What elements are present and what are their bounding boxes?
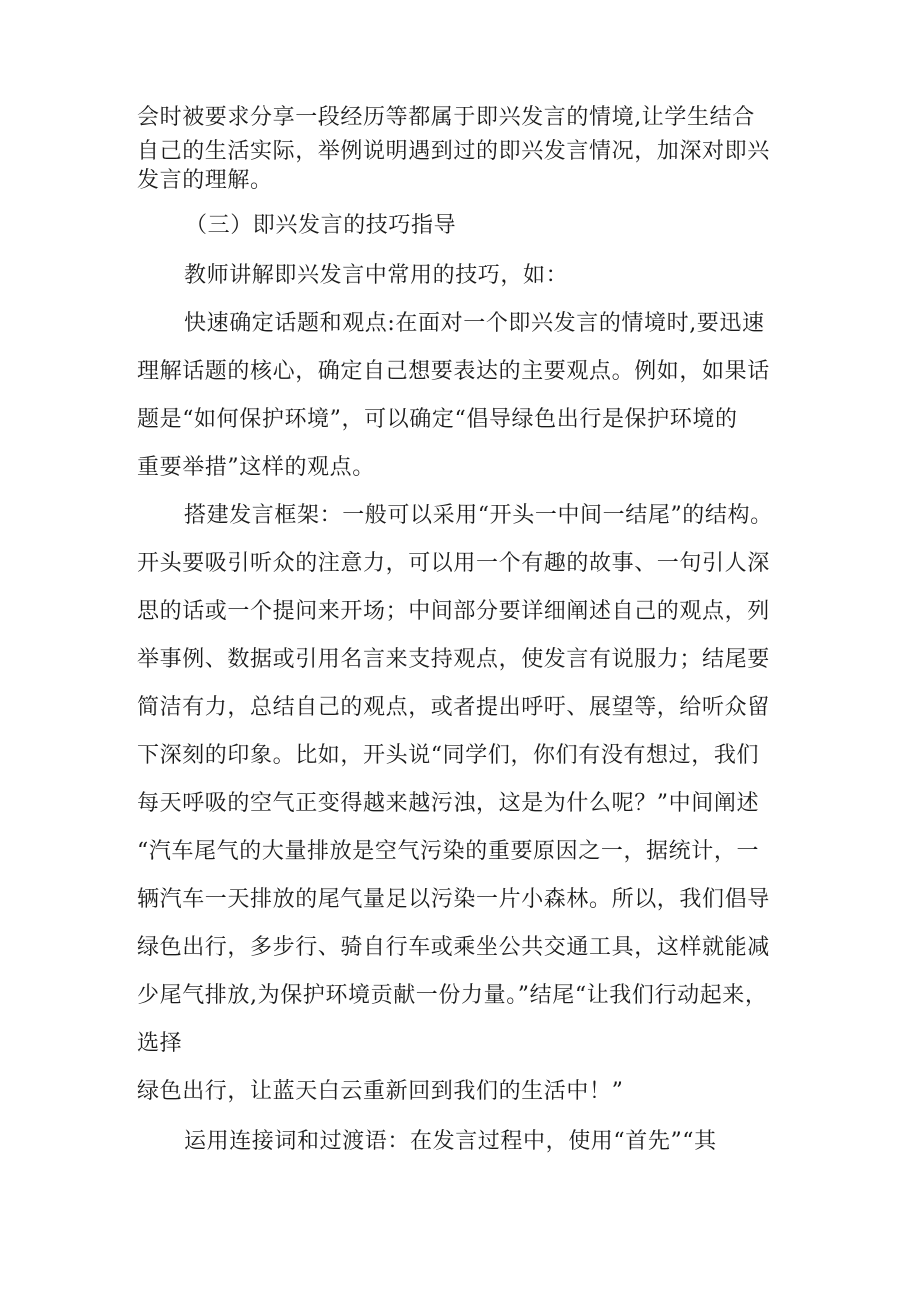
paragraph-line: 绿色出行，让蓝天白云重新回到我们的生活中！” — [137, 1079, 624, 1104]
paragraph-line: 快速确定话题和观点:在面对一个即兴发言的情境时,要迅速 — [184, 311, 765, 336]
paragraph-line: 开头要吸引听众的注意力，可以用一个有趣的故事、一句引人深 — [137, 551, 770, 576]
paragraph-line: 理解话题的核心，确定自己想要表达的主要观点。例如，如果话 — [137, 359, 770, 384]
paragraph-line: “汽车尾气的大量排放是空气污染的重要原因之一，据统计，一 — [137, 839, 760, 864]
paragraph-line: 思的话或一个提问来开场；中间部分要详细阐述自己的观点，列 — [137, 599, 770, 624]
paragraph-line: 少尾气排放,为保护环境贡献一份力量。”结尾“让我们行动起来， — [137, 983, 768, 1008]
paragraph-line: 自己的生活实际，举例说明遇到过的即兴发言情况，加深对即兴 — [137, 139, 770, 164]
paragraph-line: 绿色出行，多步行、骑自行车或乘坐公共交通工具，这样就能减 — [137, 935, 770, 960]
paragraph-line: 每天呼吸的空气正变得越来越污浊，这是为什么呢？”中间阐述 — [137, 791, 760, 816]
paragraph-line: 会时被要求分享一段经历等都属于即兴发言的情境,让学生结合 — [137, 105, 755, 130]
paragraph-line: 选择 — [137, 1031, 183, 1056]
paragraph-line: 重要举措”这样的观点。 — [137, 455, 375, 480]
paragraph-line: 举事例、数据或引用名言来支持观点，使发言有说服力；结尾要 — [137, 647, 770, 672]
paragraph-line: 题是“如何保护环境”，可以确定“倡导绿色出行是保护环境的 — [137, 407, 738, 432]
section-heading: （三）即兴发言的技巧指导 — [185, 213, 457, 238]
paragraph-line: 发言的理解。 — [137, 168, 273, 193]
paragraph-line: 搭建发言框架：一般可以采用“开头一中间一结尾”的结构。 — [184, 503, 773, 528]
paragraph-line: 下深刻的印象。比如，开头说“同学们，你们有没有想过，我们 — [137, 743, 760, 768]
paragraph-line: 辆汽车一天排放的尾气量足以污染一片小森林。所以，我们倡导 — [137, 887, 770, 912]
paragraph-line: 简洁有力，总结自己的观点，或者提出呼吁、展望等，给听众留 — [137, 695, 770, 720]
paragraph-line: 教师讲解即兴发言中常用的技巧，如： — [184, 263, 569, 288]
paragraph-line: 运用连接词和过渡语：在发言过程中，使用“首先”“其 — [184, 1129, 717, 1154]
